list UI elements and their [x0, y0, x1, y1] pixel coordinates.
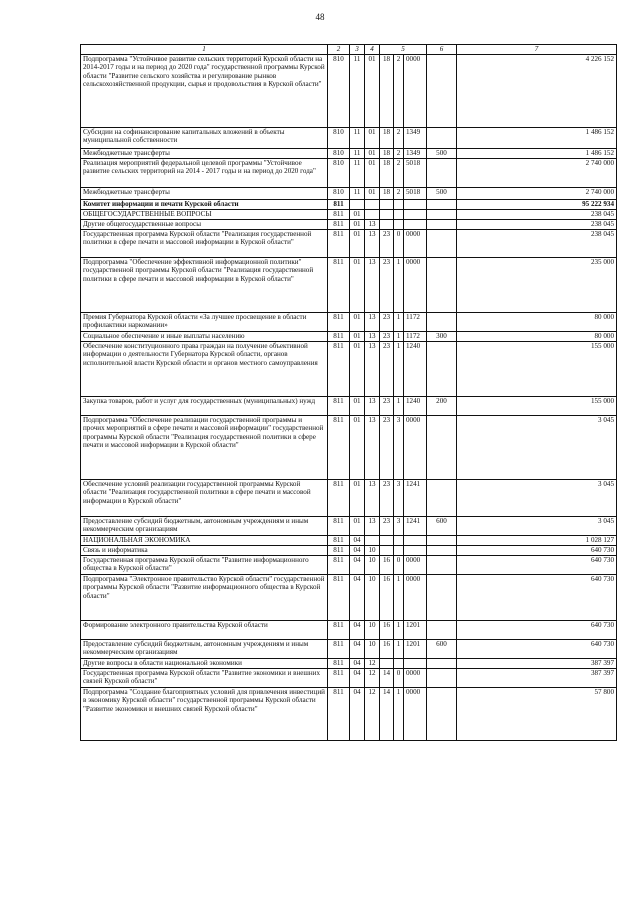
cell-target-program: 16: [380, 621, 394, 640]
cell-expense-type: 600: [427, 640, 457, 659]
cell-target-subprogram: 1: [394, 258, 404, 313]
cell-subsection: 01: [365, 188, 380, 200]
cell-sum: 235 000: [457, 258, 617, 313]
cell-subsection: 13: [365, 517, 380, 536]
cell-name: Подпрограмма "Электронное правительство Курской области" государственной программы Курской области "Развитие информационного общества в Курской области": [81, 575, 328, 621]
cell-expense-type: [427, 416, 457, 480]
cell-target-program: 18: [380, 128, 394, 149]
table-row: [81, 220, 617, 230]
cell-grbs: 811: [328, 621, 350, 640]
cell-name: Подпрограмма "Обеспечение реализации государственной программы и прочих мероприятий в сфере печати и массовой информации" государственной программы Курской области "Реализация государственной политики в сфере печати и массовой информации в Курской области": [81, 416, 328, 480]
cell-grbs: 811: [328, 659, 350, 669]
cell-expense-type: [427, 200, 457, 210]
cell-expense-type: [427, 669, 457, 688]
cell-name: Подпрограмма "Создание благоприятных условий для привлечения инвестиций в экономику Курской области" государственной программы Курской области "Развитие экономики и внешних связей Курской области": [81, 688, 328, 741]
cell-subsection: 13: [365, 480, 380, 517]
cell-target-program: [380, 536, 394, 546]
cell-target-subprogram: 3: [394, 517, 404, 536]
table-row: [81, 230, 617, 258]
cell-subsection: [365, 536, 380, 546]
table-row: [81, 416, 617, 480]
cell-name: Предоставление субсидий бюджетным, автономным учреждениям и иным некоммерческим организациям: [81, 640, 328, 659]
table-row: [81, 200, 617, 210]
cell-name: ОБЩЕГОСУДАРСТВЕННЫЕ ВОПРОСЫ: [81, 210, 328, 220]
cell-name: Подпрограмма "Обеспечение эффективной информационной политики" государственной программы Курской области "Реализация государственной политики в сфере печати и массовой информации в Курской области": [81, 258, 328, 313]
cell-target-program: 16: [380, 556, 394, 575]
cell-name: Социальное обеспечение и иные выплаты населению: [81, 332, 328, 342]
cell-target-program: 23: [380, 313, 394, 332]
cell-name: НАЦИОНАЛЬНАЯ ЭКОНОМИКА: [81, 536, 328, 546]
cell-subsection: 01: [365, 55, 380, 128]
cell-name: Предоставление субсидий бюджетным, автономным учреждениям и иным некоммерческим организациям: [81, 517, 328, 536]
cell-subsection: 10: [365, 640, 380, 659]
cell-target-subprogram: 0: [394, 669, 404, 688]
cell-sum: 4 226 152: [457, 55, 617, 128]
cell-section: 01: [350, 258, 365, 313]
table-row: [81, 575, 617, 621]
cell-sum: 640 730: [457, 546, 617, 556]
cell-expense-type: 600: [427, 517, 457, 536]
cell-name: Обеспечение условий реализации государственной программы Курской области "Реализация государственной политики в сфере печати и массовой информации в Курской области": [81, 480, 328, 517]
cell-sum: 95 222 934: [457, 200, 617, 210]
cell-name: Комитет информации и печати Курской области: [81, 200, 328, 210]
cell-grbs: 811: [328, 556, 350, 575]
cell-target-subprogram: 1: [394, 342, 404, 397]
cell-target-subprogram: 0: [394, 230, 404, 258]
cell-section: 01: [350, 342, 365, 397]
cell-expense-type: [427, 313, 457, 332]
cell-target-subprogram: 1: [394, 621, 404, 640]
cell-sum: 238 045: [457, 210, 617, 220]
cell-target-program: [380, 210, 394, 220]
cell-name: Субсидии на софинансирование капитальных вложений в объекты муниципальной собственности: [81, 128, 328, 149]
cell-subsection: 13: [365, 313, 380, 332]
cell-section: 11: [350, 128, 365, 149]
cell-section: 01: [350, 313, 365, 332]
cell-subsection: 12: [365, 669, 380, 688]
cell-target-code: [404, 659, 427, 669]
cell-target-program: [380, 546, 394, 556]
cell-name: Закупка товаров, работ и услуг для государственных (муниципальных) нужд: [81, 397, 328, 416]
cell-sum: 387 397: [457, 669, 617, 688]
cell-sum: 57 800: [457, 688, 617, 741]
cell-expense-type: [427, 546, 457, 556]
cell-name: Подпрограмма "Устойчивое развитие сельских территорий Курской области на 2014-2017 годы и на период до 2020 года" государственной программы Курской области "Развитие сельского хозяйства и регулирование рынков сельскохозяйственной продукции, сырья и продовольствия в Курской области": [81, 55, 328, 128]
cell-section: 01: [350, 332, 365, 342]
cell-section: 04: [350, 546, 365, 556]
header-cell: 5: [380, 45, 427, 55]
cell-sum: 1 028 127: [457, 536, 617, 546]
cell-section: 04: [350, 536, 365, 546]
cell-target-subprogram: [394, 659, 404, 669]
cell-target-program: 18: [380, 188, 394, 200]
cell-target-program: 23: [380, 332, 394, 342]
budget-table: [80, 44, 617, 741]
cell-target-code: 0000: [404, 575, 427, 621]
cell-target-program: 18: [380, 55, 394, 128]
cell-section: 01: [350, 517, 365, 536]
cell-section: 04: [350, 575, 365, 621]
table-row: [81, 621, 617, 640]
cell-expense-type: [427, 536, 457, 546]
cell-grbs: 811: [328, 536, 350, 546]
cell-expense-type: 200: [427, 397, 457, 416]
cell-section: 04: [350, 556, 365, 575]
table-row: [81, 397, 617, 416]
cell-section: 11: [350, 159, 365, 188]
cell-target-program: 23: [380, 397, 394, 416]
cell-grbs: 811: [328, 669, 350, 688]
cell-subsection: 13: [365, 416, 380, 480]
cell-target-subprogram: 3: [394, 480, 404, 517]
cell-target-code: 0000: [404, 669, 427, 688]
cell-name: Межбюджетные трансферты: [81, 188, 328, 200]
cell-target-program: 23: [380, 416, 394, 480]
cell-grbs: 811: [328, 640, 350, 659]
cell-target-subprogram: 2: [394, 55, 404, 128]
cell-grbs: 811: [328, 210, 350, 220]
cell-target-code: 5018: [404, 159, 427, 188]
cell-grbs: 811: [328, 416, 350, 480]
cell-name: Другие общегосударственные вопросы: [81, 220, 328, 230]
cell-target-code: [404, 220, 427, 230]
cell-target-code: 0000: [404, 258, 427, 313]
cell-target-code: 0000: [404, 416, 427, 480]
cell-target-code: 1349: [404, 149, 427, 159]
header-cell: 2: [328, 45, 350, 55]
table-row: [81, 480, 617, 517]
cell-name: Государственная программа Курской области "Реализация государственной политики в сфере печати и массовой информации в Курской области": [81, 230, 328, 258]
cell-section: 04: [350, 688, 365, 741]
cell-subsection: 12: [365, 659, 380, 669]
cell-target-code: [404, 546, 427, 556]
cell-target-program: 18: [380, 149, 394, 159]
cell-name: Реализация мероприятий федеральной целевой программы "Устойчивое развитие сельских территорий на 2014 - 2017 годы и на период до 2020 года": [81, 159, 328, 188]
cell-section: 11: [350, 188, 365, 200]
cell-expense-type: [427, 556, 457, 575]
cell-section: 01: [350, 220, 365, 230]
cell-target-subprogram: 0: [394, 556, 404, 575]
cell-expense-type: [427, 230, 457, 258]
cell-grbs: 811: [328, 546, 350, 556]
cell-section: 11: [350, 149, 365, 159]
cell-target-code: 1240: [404, 397, 427, 416]
cell-subsection: 13: [365, 258, 380, 313]
cell-subsection: 10: [365, 575, 380, 621]
cell-section: 01: [350, 210, 365, 220]
cell-grbs: 811: [328, 575, 350, 621]
cell-target-program: [380, 200, 394, 210]
cell-grbs: 811: [328, 230, 350, 258]
table-row: [81, 332, 617, 342]
cell-name: Премия Губернатора Курской области «За лучшее просвещение в области профилактики наркомании»: [81, 313, 328, 332]
cell-sum: 1 486 152: [457, 128, 617, 149]
cell-section: 01: [350, 480, 365, 517]
cell-sum: 640 730: [457, 556, 617, 575]
header-cell: 6: [427, 45, 457, 55]
cell-grbs: 810: [328, 128, 350, 149]
cell-grbs: 810: [328, 55, 350, 128]
table-row: [81, 55, 617, 128]
cell-sum: 640 730: [457, 640, 617, 659]
cell-target-subprogram: 1: [394, 688, 404, 741]
table-row: [81, 159, 617, 188]
cell-target-subprogram: 1: [394, 640, 404, 659]
cell-target-subprogram: 3: [394, 416, 404, 480]
cell-expense-type: [427, 575, 457, 621]
cell-name: Государственная программа Курской области "Развитие экономики и внешних связей Курской области": [81, 669, 328, 688]
header-cell: 4: [365, 45, 380, 55]
cell-sum: 2 740 000: [457, 159, 617, 188]
table-row: [81, 659, 617, 669]
cell-target-code: 1241: [404, 480, 427, 517]
cell-grbs: 811: [328, 688, 350, 741]
table-row: [81, 517, 617, 536]
cell-target-subprogram: 2: [394, 149, 404, 159]
cell-expense-type: [427, 159, 457, 188]
table-row: [81, 640, 617, 659]
cell-name: Государственная программа Курской области "Развитие информационного общества в Курской области": [81, 556, 328, 575]
table-row: [81, 556, 617, 575]
cell-subsection: 10: [365, 556, 380, 575]
cell-target-code: 1240: [404, 342, 427, 397]
cell-target-subprogram: 2: [394, 188, 404, 200]
table-row: [81, 258, 617, 313]
cell-section: 04: [350, 659, 365, 669]
cell-sum: 155 000: [457, 342, 617, 397]
cell-grbs: 811: [328, 517, 350, 536]
cell-sum: 80 000: [457, 313, 617, 332]
cell-target-program: 23: [380, 517, 394, 536]
cell-grbs: 811: [328, 313, 350, 332]
cell-grbs: 810: [328, 149, 350, 159]
cell-subsection: 01: [365, 149, 380, 159]
cell-target-code: 0000: [404, 55, 427, 128]
cell-grbs: 811: [328, 397, 350, 416]
cell-target-code: [404, 210, 427, 220]
table-row: [81, 536, 617, 546]
cell-subsection: [365, 210, 380, 220]
cell-subsection: [365, 200, 380, 210]
cell-target-program: 18: [380, 159, 394, 188]
cell-section: 04: [350, 640, 365, 659]
cell-grbs: 811: [328, 480, 350, 517]
cell-grbs: 810: [328, 159, 350, 188]
table-row: [81, 546, 617, 556]
table-row: [81, 128, 617, 149]
cell-sum: 3 045: [457, 480, 617, 517]
cell-name: Межбюджетные трансферты: [81, 149, 328, 159]
cell-target-program: 14: [380, 669, 394, 688]
header-cell: 3: [350, 45, 365, 55]
cell-section: 04: [350, 669, 365, 688]
cell-section: 01: [350, 397, 365, 416]
cell-section: 11: [350, 55, 365, 128]
cell-target-subprogram: [394, 546, 404, 556]
cell-expense-type: [427, 128, 457, 149]
table-header-row: [81, 45, 617, 55]
cell-target-code: 1201: [404, 640, 427, 659]
cell-expense-type: 500: [427, 149, 457, 159]
cell-target-code: 1172: [404, 332, 427, 342]
cell-target-code: 1172: [404, 313, 427, 332]
cell-section: 01: [350, 416, 365, 480]
cell-subsection: 13: [365, 342, 380, 397]
table-row: [81, 313, 617, 332]
header-cell: 7: [457, 45, 617, 55]
cell-expense-type: [427, 342, 457, 397]
cell-name: Другие вопросы в области национальной экономики: [81, 659, 328, 669]
cell-subsection: 13: [365, 397, 380, 416]
cell-subsection: 01: [365, 159, 380, 188]
cell-target-code: 1349: [404, 128, 427, 149]
cell-sum: 1 486 152: [457, 149, 617, 159]
cell-subsection: 13: [365, 230, 380, 258]
cell-target-code: 5018: [404, 188, 427, 200]
cell-sum: 155 000: [457, 397, 617, 416]
cell-grbs: 811: [328, 258, 350, 313]
cell-sum: 238 045: [457, 230, 617, 258]
cell-sum: 3 045: [457, 517, 617, 536]
table-row: [81, 210, 617, 220]
cell-target-program: 23: [380, 230, 394, 258]
cell-target-code: 1241: [404, 517, 427, 536]
cell-target-code: 0000: [404, 688, 427, 741]
cell-target-subprogram: 2: [394, 159, 404, 188]
cell-target-program: 16: [380, 575, 394, 621]
cell-grbs: 811: [328, 332, 350, 342]
cell-expense-type: 300: [427, 332, 457, 342]
cell-target-subprogram: 1: [394, 397, 404, 416]
cell-subsection: 13: [365, 332, 380, 342]
page-number: 48: [315, 12, 325, 22]
cell-name: Формирование электронного правительства Курской области: [81, 621, 328, 640]
cell-target-subprogram: [394, 220, 404, 230]
cell-sum: 80 000: [457, 332, 617, 342]
cell-expense-type: [427, 220, 457, 230]
cell-expense-type: [427, 688, 457, 741]
cell-subsection: 13: [365, 220, 380, 230]
cell-subsection: 01: [365, 128, 380, 149]
cell-grbs: 811: [328, 342, 350, 397]
cell-sum: 640 730: [457, 621, 617, 640]
header-cell: 1: [81, 45, 328, 55]
cell-expense-type: 500: [427, 188, 457, 200]
cell-subsection: 10: [365, 546, 380, 556]
table-body: [81, 45, 617, 741]
cell-target-program: [380, 659, 394, 669]
cell-target-code: 1201: [404, 621, 427, 640]
cell-subsection: 12: [365, 688, 380, 741]
cell-name: Обеспечение конституционного права граждан на получение объективной информации о деятельности Губернатора Курской области, органов исполнительной власти Курской области и органов местного самоуправления: [81, 342, 328, 397]
cell-expense-type: [427, 621, 457, 640]
cell-grbs: 811: [328, 200, 350, 210]
cell-target-code: 0000: [404, 556, 427, 575]
cell-section: [350, 200, 365, 210]
cell-target-subprogram: 2: [394, 128, 404, 149]
cell-sum: 387 397: [457, 659, 617, 669]
cell-target-code: [404, 536, 427, 546]
cell-target-code: [404, 200, 427, 210]
cell-target-subprogram: [394, 536, 404, 546]
cell-target-program: 23: [380, 258, 394, 313]
cell-target-program: 14: [380, 688, 394, 741]
cell-expense-type: [427, 258, 457, 313]
cell-sum: 640 730: [457, 575, 617, 621]
table-row: [81, 149, 617, 159]
cell-sum: 2 740 000: [457, 188, 617, 200]
cell-target-subprogram: 1: [394, 332, 404, 342]
cell-grbs: 811: [328, 220, 350, 230]
cell-sum: 3 045: [457, 416, 617, 480]
cell-target-program: 16: [380, 640, 394, 659]
cell-name: Связь и информатика: [81, 546, 328, 556]
cell-target-program: 23: [380, 480, 394, 517]
cell-sum: 238 045: [457, 220, 617, 230]
cell-grbs: 810: [328, 188, 350, 200]
cell-expense-type: [427, 480, 457, 517]
table-row: [81, 188, 617, 200]
cell-expense-type: [427, 210, 457, 220]
cell-expense-type: [427, 659, 457, 669]
cell-target-program: [380, 220, 394, 230]
cell-target-subprogram: [394, 200, 404, 210]
cell-section: 04: [350, 621, 365, 640]
cell-target-subprogram: [394, 210, 404, 220]
cell-subsection: 10: [365, 621, 380, 640]
cell-target-subprogram: 1: [394, 313, 404, 332]
table-row: [81, 688, 617, 741]
cell-target-subprogram: 1: [394, 575, 404, 621]
cell-section: 01: [350, 230, 365, 258]
cell-target-program: 23: [380, 342, 394, 397]
table-row: [81, 342, 617, 397]
table-row: [81, 669, 617, 688]
cell-target-code: 0000: [404, 230, 427, 258]
cell-expense-type: [427, 55, 457, 128]
